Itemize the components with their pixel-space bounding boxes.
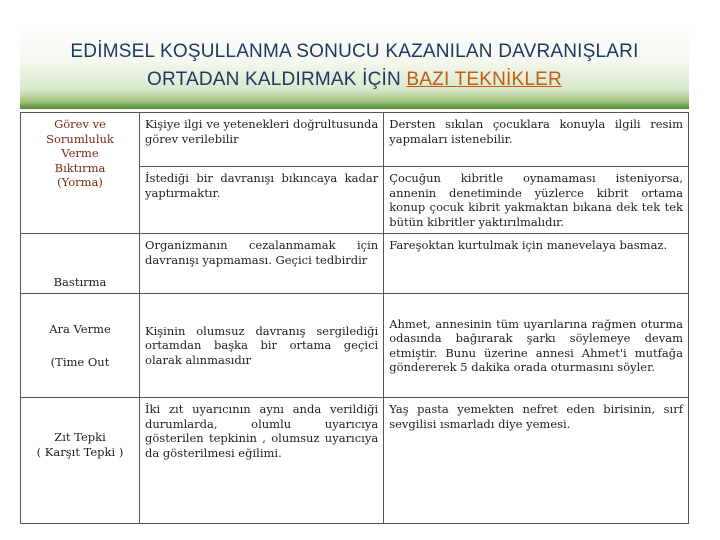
technique-label: Bıktırma: [54, 160, 106, 175]
example-cell: Çocuğun kibritle oynamaması isteniyorsa, annenin denetiminde yüzlerce kibrit ortama konup çocuk kibrit yakmaktan bıkana dek tek tek bütün kibritler yaktırılmalıdır.: [384, 167, 689, 234]
example-cell: Ahmet, annesinin tüm uyarılarına rağmen oturma odasında bağırarak şarkı söylemeye devam etmiştir. Bunu üzerine annesi Ahmet'i mutfağa göndererek 5 dakika orada oturmasını söyler.: [384, 294, 689, 398]
technique-label: ( Karşıt Tepki ): [36, 444, 124, 459]
title-line-1: EDİMSEL KOŞULLANMA SONUCU KAZANILAN DAVRANIŞLARI: [70, 41, 639, 62]
technique-label: Ara Verme: [49, 322, 111, 336]
title-line-2-prefix: ORTADAN KALDIRMAK İÇİN: [147, 69, 407, 90]
technique-cell: [21, 398, 140, 524]
definition-cell: Kişiye ilgi ve yetenekleri doğrultusunda görev verilebilir: [140, 113, 384, 167]
definition-cell: Organizmanın cezalanmamak için davranışı yapmaması. Geçici tedbirdir: [140, 234, 384, 294]
definition-cell: Kişinin olumsuz davranış sergilediği ortamdan başka bir ortama geçici olarak alınmasıdır: [140, 294, 384, 398]
technique-label: Verme: [61, 146, 99, 160]
technique-cell: [21, 113, 140, 234]
technique-label: Zıt Tepki: [54, 430, 106, 444]
title-highlight: BAZI TEKNİKLER: [406, 69, 562, 90]
table-row: [21, 113, 689, 167]
table-row: [21, 234, 689, 294]
definition-cell: İstediği bir davranışı bıkıncaya kadar yaptırmaktır.: [140, 167, 384, 234]
table-row: [21, 398, 689, 524]
technique-cell: [21, 294, 140, 398]
definition-cell: İki zıt uyarıcının aynı anda verildiği durumlarda, olumlu uyarıcıya gösterilen tepkinin , olumsuz uyarıcıya da gösterilmesi eğilimi.: [140, 398, 384, 524]
example-cell: Fareşoktan kurtulmak için manevelaya basmaz.: [384, 234, 689, 294]
technique-label: (Yorma): [57, 175, 103, 189]
page-title: [20, 38, 689, 94]
table-row: [21, 294, 689, 398]
example-cell: Dersten sıkılan çocuklara konuyla ilgili resim yapmaları istenebilir.: [384, 113, 689, 167]
technique-cell: [21, 234, 140, 294]
technique-label: Bastırma: [53, 274, 107, 289]
example-cell: Yaş pasta yemekten nefret eden birisinin, sırf sevgilisi ısmarladı diye yemesi.: [384, 398, 689, 524]
technique-label: Görev ve: [54, 117, 106, 131]
technique-label: (Time Out: [50, 354, 110, 369]
techniques-table: [20, 112, 689, 524]
technique-label: Sorumluluk: [46, 131, 114, 146]
title-line-2: [20, 66, 689, 94]
